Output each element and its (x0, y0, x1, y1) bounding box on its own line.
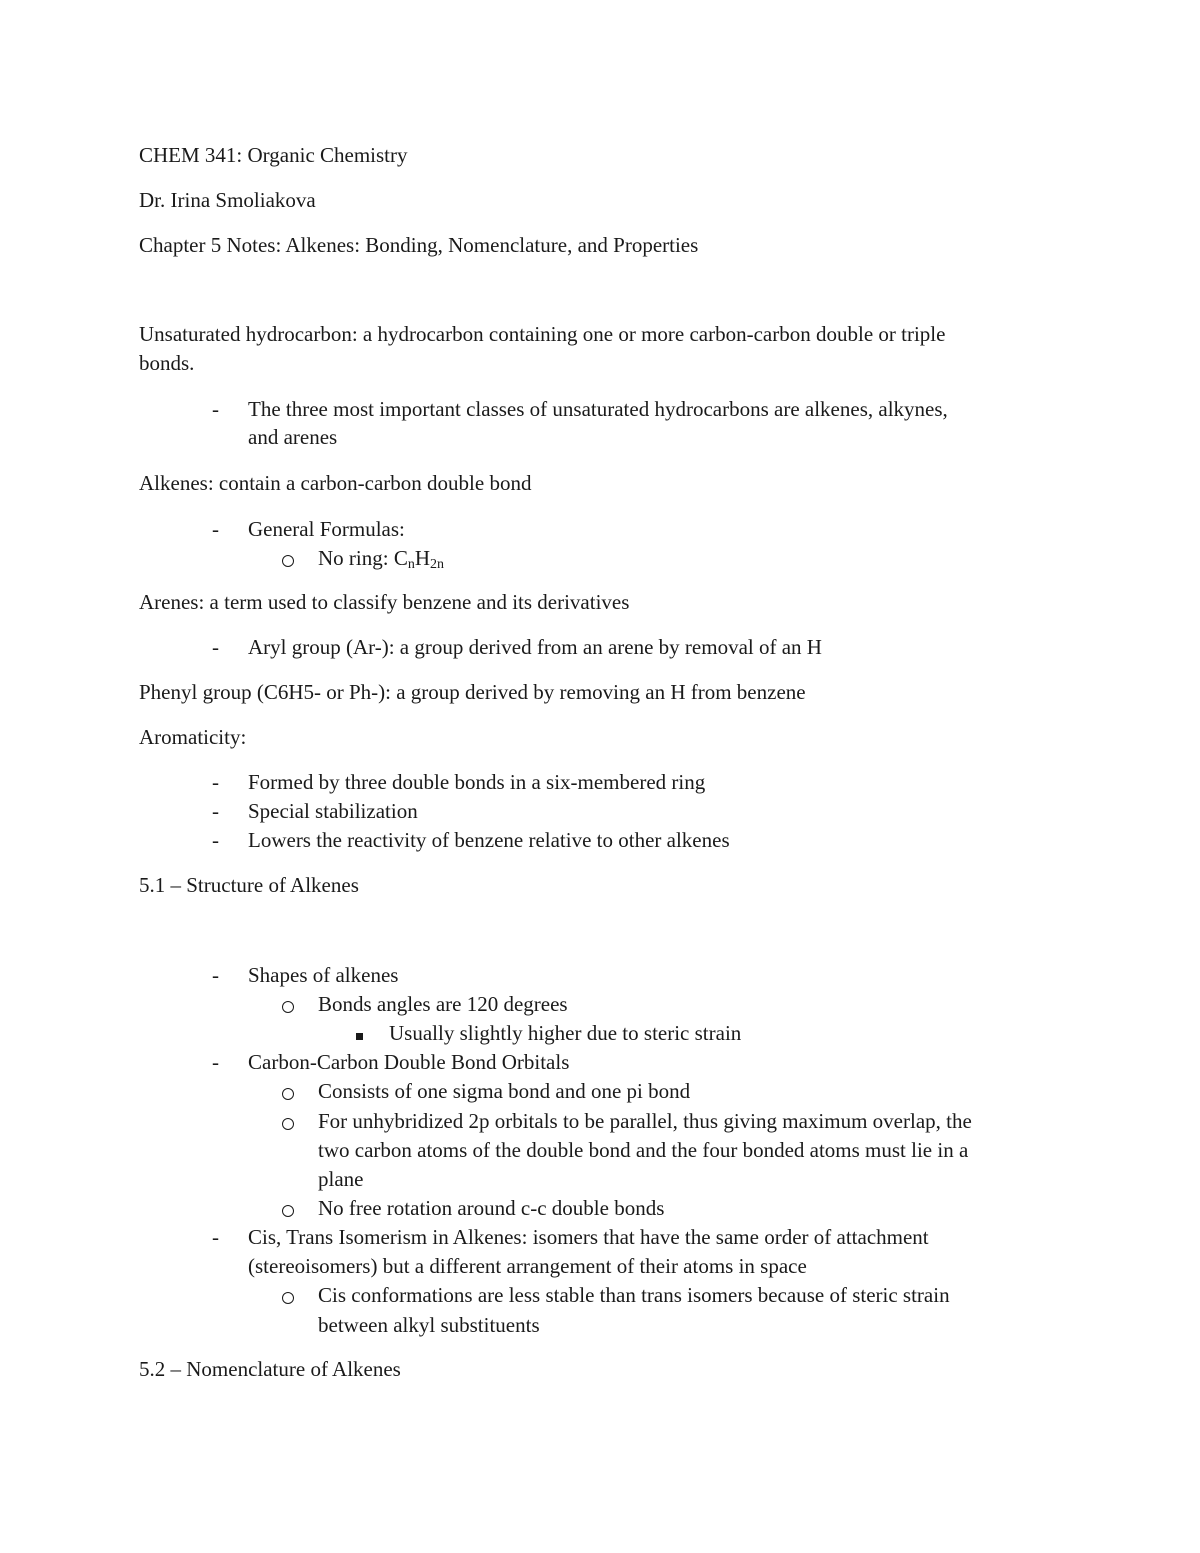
unsaturated-definition-line-1: Unsaturated hydrocarbon: a hydrocarbon containing one or more carbon-carbon double or triple (139, 322, 946, 346)
unhybridized-line-3: plane (318, 1167, 364, 1191)
dash-bullet: - (212, 963, 219, 987)
circle-bullet (282, 1107, 294, 1138)
dash-bullet: - (212, 1050, 219, 1074)
aromaticity-item: Special stabilization (248, 799, 418, 823)
cis-stability-line-2: between alkyl substituents (318, 1313, 540, 1337)
dash-bullet: - (212, 770, 219, 794)
instructor-name: Dr. Irina Smoliakova (139, 188, 316, 212)
dash-bullet: - (212, 397, 219, 421)
dash-bullet: - (212, 828, 219, 852)
aromaticity-item: Lowers the reactivity of benzene relative to other alkenes (248, 828, 730, 852)
square-bullet (356, 1019, 363, 1048)
no-free-rotation: No free rotation around c-c double bonds (318, 1196, 665, 1220)
alkenes-definition: Alkenes: contain a carbon-carbon double bond (139, 471, 532, 495)
unsaturated-definition-line-2: bonds. (139, 351, 195, 375)
section-5-2-title: 5.2 – Nomenclature of Alkenes (139, 1357, 401, 1381)
section-5-1-title: 5.1 – Structure of Alkenes (139, 873, 359, 897)
circle-bullet (282, 544, 294, 575)
chapter-title: Chapter 5 Notes: Alkenes: Bonding, Nomenclature, and Properties (139, 233, 699, 257)
shapes-of-alkenes: Shapes of alkenes (248, 963, 399, 987)
unhybridized-line-1: For unhybridized 2p orbitals to be parallel, thus giving maximum overlap, the (318, 1109, 972, 1133)
dash-bullet: - (212, 1225, 219, 1249)
dash-bullet: - (212, 517, 219, 541)
aromaticity-title: Aromaticity: (139, 725, 247, 749)
circle-bullet (282, 1281, 294, 1312)
cis-stability-line-1: Cis conformations are less stable than trans isomers because of steric strain (318, 1283, 950, 1307)
circle-bullet (282, 1194, 294, 1225)
phenyl-group: Phenyl group (C6H5- or Ph-): a group derived by removing an H from benzene (139, 680, 806, 704)
double-bond-orbitals: Carbon-Carbon Double Bond Orbitals (248, 1050, 570, 1074)
aromaticity-item: Formed by three double bonds in a six-membered ring (248, 770, 706, 794)
course-title: CHEM 341: Organic Chemistry (139, 143, 408, 167)
unsaturated-classes-line-1: The three most important classes of unsaturated hydrocarbons are alkenes, alkynes, (248, 397, 948, 421)
aryl-group: Aryl group (Ar-): a group derived from an arene by removal of an H (248, 635, 822, 659)
circle-bullet (282, 990, 294, 1021)
circle-bullet (282, 1077, 294, 1108)
no-ring-formula: No ring: $C_nH_{2n}$ (318, 546, 445, 572)
general-formulas: General Formulas: (248, 517, 405, 541)
arenes-definition: Arenes: a term used to classify benzene and its derivatives (139, 590, 630, 614)
bond-angles: Bonds angles are 120 degrees (318, 992, 568, 1016)
unhybridized-line-2: two carbon atoms of the double bond and the four bonded atoms must lie in a (318, 1138, 969, 1162)
unsaturated-classes-line-2: and arenes (248, 425, 338, 449)
cis-trans-line-2: (stereoisomers) but a different arrangement of their atoms in space (248, 1254, 807, 1278)
dash-bullet: - (212, 799, 219, 823)
dash-bullet: - (212, 635, 219, 659)
sigma-pi-bond: Consists of one sigma bond and one pi bond (318, 1079, 691, 1103)
steric-strain-note: Usually slightly higher due to steric strain (389, 1021, 742, 1045)
cis-trans-line-1: Cis, Trans Isomerism in Alkenes: isomers that have the same order of attachment (248, 1225, 929, 1249)
